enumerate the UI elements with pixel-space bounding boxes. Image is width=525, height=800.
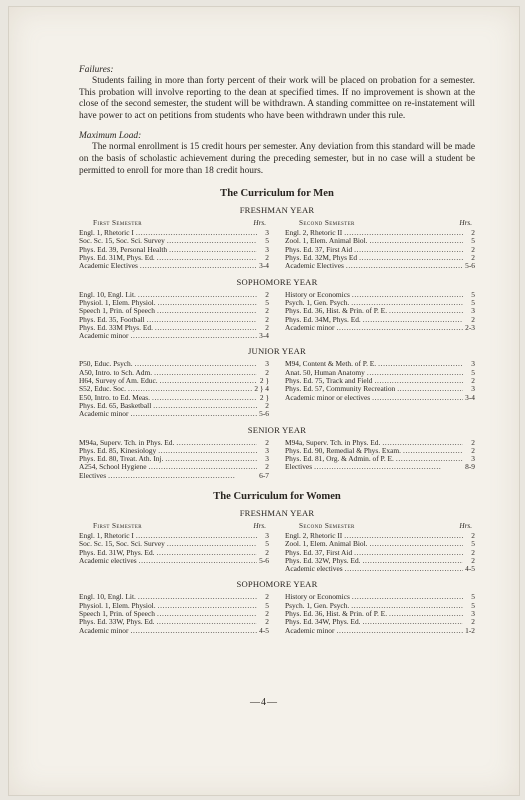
- course-name: Engl. 1, Rhetoric I: [79, 530, 134, 540]
- first-semester-column: [79, 522, 269, 573]
- course-name: History or Economics: [285, 289, 350, 299]
- course-row: [285, 455, 475, 463]
- course-name: Phys. Ed. 65, Basketball: [79, 400, 152, 410]
- leader-dots: [167, 237, 257, 245]
- hours-header: Hrs.: [459, 521, 472, 530]
- leader-dots: [346, 262, 463, 270]
- course-hours: 2: [265, 253, 269, 263]
- leader-dots: [158, 299, 257, 307]
- course-name: Phys. Ed. 90, Remedial & Phys. Exam.: [285, 445, 401, 455]
- leader-dots: [378, 360, 463, 368]
- course-name: Physiol. 1, Elem. Physiol.: [79, 600, 156, 610]
- course-hours: 3: [471, 384, 475, 394]
- course-name: Phys. Ed. 57, Community Recreation: [285, 384, 396, 394]
- second-semester-column: [285, 219, 475, 270]
- leader-dots: [157, 307, 257, 315]
- course-hours: 2 } 4: [254, 384, 269, 394]
- semester-label: First Semester: [93, 521, 143, 530]
- men-sophomore-year: [79, 277, 475, 341]
- course-hours: 2-3: [465, 322, 475, 332]
- second-semester-column: [285, 360, 475, 418]
- course-hours: 2: [265, 289, 269, 299]
- leader-dots: [135, 360, 257, 368]
- leader-dots: [354, 246, 463, 254]
- page-number: —4—: [250, 697, 278, 708]
- course-name: Academic electives: [79, 555, 137, 565]
- course-name: Phys. Ed. 36, Hist. & Prin. of P. E.: [285, 306, 388, 316]
- course-name: Anat. 50, Human Anatomy: [285, 367, 365, 377]
- semester-header: [79, 219, 269, 227]
- first-semester-column: [79, 593, 269, 634]
- course-name: Academic minor: [79, 625, 129, 635]
- leader-dots: [147, 316, 257, 324]
- leader-dots: [140, 262, 257, 270]
- course-name: Phys. Ed. 31M, Phys. Ed.: [79, 253, 155, 263]
- course-name: Phys. Ed. 75, Track and Field: [285, 376, 373, 386]
- men-freshman-year: [79, 205, 475, 270]
- course-name: E50, Intro. to Ed. Meas.: [79, 392, 151, 402]
- course-hours: 2: [265, 609, 269, 619]
- course-hours: 5: [265, 236, 269, 246]
- course-hours: 2: [471, 244, 475, 254]
- course-hours: 2: [471, 530, 475, 540]
- max-load-heading: Maximum Load:: [79, 131, 142, 142]
- course-name: Phys. Ed. 32M, Phys Ed: [285, 253, 358, 263]
- semester-header: [79, 522, 269, 530]
- course-columns: [79, 439, 475, 480]
- year-label: SOPHOMORE YEAR: [236, 276, 318, 287]
- failures-heading: Failures:: [79, 65, 114, 75]
- course-name: Academic Electives: [285, 261, 344, 271]
- leader-dots: [370, 540, 463, 548]
- course-columns: [79, 219, 475, 270]
- course-row: [79, 332, 269, 340]
- semester-label: First Semester: [93, 219, 143, 228]
- course-row: [285, 324, 475, 332]
- course-hours: 3: [471, 306, 475, 316]
- course-name: Zool. 1, Elem. Animal Biol.: [285, 236, 368, 246]
- course-name: Academic minor or electives: [285, 392, 371, 402]
- leader-dots: [352, 593, 463, 601]
- course-name: S52, Educ. Soc.: [79, 384, 127, 394]
- course-name: M94a, Superv. Tch. in Phys. Ed.: [285, 437, 381, 447]
- course-name: Engl. 2, Rhetoric II: [285, 530, 343, 540]
- course-name: Phys. Ed. 32W, Phys. Ed.: [285, 555, 361, 565]
- course-hours: 3: [265, 244, 269, 254]
- course-name: Engl. 1, Rhetoric I: [79, 228, 134, 238]
- course-hours: 5: [471, 289, 475, 299]
- course-hours: 3: [265, 530, 269, 540]
- leader-dots: [363, 316, 463, 324]
- course-hours: 2: [265, 322, 269, 332]
- page-sheet: [8, 6, 520, 796]
- leader-dots: [363, 557, 464, 565]
- course-row: [79, 262, 269, 270]
- leader-dots: [354, 549, 463, 557]
- course-name: Phys. Ed. 39, Personal Health: [79, 244, 168, 254]
- course-columns: [79, 593, 475, 634]
- course-name: Academic minor: [79, 409, 129, 419]
- course-name: Phys. Ed. 34M, Phys. Ed.: [285, 314, 361, 324]
- course-hours: 2: [265, 400, 269, 410]
- course-name: Phys. Ed. 81, Org. & Admin. of P. E.: [285, 454, 394, 464]
- course-hours: 2: [265, 314, 269, 324]
- course-columns: [79, 522, 475, 573]
- leader-dots: [154, 369, 257, 377]
- semester-header: [285, 219, 475, 227]
- leader-dots: [158, 447, 257, 455]
- first-semester-column: [79, 291, 269, 341]
- leader-dots: [389, 307, 463, 315]
- course-columns: [79, 291, 475, 341]
- course-name: M94, Content & Meth. of P. E.: [285, 359, 377, 369]
- first-semester-column: [79, 360, 269, 418]
- leader-dots: [352, 291, 463, 299]
- leader-dots: [165, 455, 257, 463]
- leader-dots: [396, 455, 463, 463]
- course-name: Academic minor: [285, 625, 335, 635]
- semester-header: [285, 522, 475, 530]
- course-hours: 2: [265, 617, 269, 627]
- course-hours: 2: [471, 376, 475, 386]
- course-hours: 5: [471, 600, 475, 610]
- course-hours: 2 }: [259, 376, 269, 386]
- course-hours: 2: [471, 314, 475, 324]
- course-hours: 2: [471, 437, 475, 447]
- course-hours: 3: [265, 454, 269, 464]
- leader-dots: [149, 463, 257, 471]
- course-row: [285, 262, 475, 270]
- course-name: Phys. Ed. 80, Treat. Ath. Inj.: [79, 454, 164, 464]
- course-name: Phys. Ed. 85, Kinesiology: [79, 445, 157, 455]
- course-hours: 5: [471, 297, 475, 307]
- course-hours: 2: [471, 228, 475, 238]
- leader-dots: [363, 618, 464, 626]
- course-row: [285, 394, 475, 402]
- course-hours: 2: [265, 462, 269, 472]
- course-name: History or Economics: [285, 592, 350, 602]
- course-hours: 3: [471, 609, 475, 619]
- second-semester-column: [285, 593, 475, 634]
- men-junior-year: [79, 346, 475, 418]
- leader-dots: [152, 394, 257, 402]
- year-label: SOPHOMORE YEAR: [236, 579, 318, 590]
- course-row: [285, 627, 475, 635]
- course-name: Academic electives: [285, 564, 343, 574]
- course-columns: [79, 360, 475, 418]
- leader-dots: [157, 254, 257, 262]
- course-hours: 5: [265, 600, 269, 610]
- course-name: Soc. Sc. 15, Soc. Sci. Survey: [79, 539, 165, 549]
- course-hours: 3: [265, 228, 269, 238]
- year-label: FRESHMAN YEAR: [239, 205, 315, 216]
- course-row: [79, 557, 269, 565]
- course-hours: 2: [471, 253, 475, 263]
- course-hours: 2: [471, 445, 475, 455]
- course-name: Electives: [285, 462, 313, 472]
- leader-dots: [130, 332, 257, 340]
- course-name: Psych. 1, Gen. Psych.: [285, 600, 350, 610]
- course-hours: 5: [265, 539, 269, 549]
- course-name: Phys. Ed. 36, Hist. & Prin. of P. E.: [285, 609, 388, 619]
- second-semester-column: [285, 439, 475, 480]
- hours-header: Hrs.: [253, 219, 266, 228]
- men-curriculum-title: The Curriculum for Men: [220, 188, 334, 200]
- leader-dots: [367, 369, 463, 377]
- course-name: Speech 1, Prin. of Speech: [79, 609, 155, 619]
- course-hours: 2: [265, 592, 269, 602]
- course-row: [79, 410, 269, 418]
- course-hours: 5-6: [259, 555, 269, 565]
- course-hours: 4-5: [465, 564, 475, 574]
- leader-dots: [167, 540, 257, 548]
- course-hours: 3-4: [259, 331, 269, 341]
- leader-dots: [130, 627, 257, 635]
- leader-dots: [139, 557, 257, 565]
- course-name: Engl. 2, Rhetoric II: [285, 228, 343, 238]
- course-name: Electives: [79, 470, 107, 480]
- course-name: P50, Educ. Psych.: [79, 359, 133, 369]
- course-hours: 4-5: [259, 625, 269, 635]
- second-semester-column: [285, 522, 475, 573]
- leader-dots: [108, 472, 257, 480]
- course-hours: 2: [265, 437, 269, 447]
- year-label: SENIOR YEAR: [247, 424, 307, 435]
- course-hours: 5: [471, 592, 475, 602]
- leader-dots: [157, 549, 258, 557]
- women-curriculum-title: The Curriculum for Women: [213, 490, 341, 502]
- course-name: Academic Electives: [79, 261, 138, 271]
- leader-dots: [158, 602, 257, 610]
- course-name: Soc. Sc. 15, Soc. Sci. Survey: [79, 236, 165, 246]
- course-hours: 5: [471, 367, 475, 377]
- course-hours: 2: [265, 306, 269, 316]
- course-hours: 2: [471, 555, 475, 565]
- course-name: Phys. Ed. 37, First Aid: [285, 244, 353, 254]
- course-row: [79, 627, 269, 635]
- course-name: Phys. Ed. 35, Football: [79, 314, 145, 324]
- leader-dots: [157, 610, 257, 618]
- page-content: [79, 65, 475, 635]
- course-hours: 5: [471, 539, 475, 549]
- leader-dots: [336, 324, 463, 332]
- course-name: Engl. 10, Engl. Lit.: [79, 289, 136, 299]
- course-hours: 3: [471, 454, 475, 464]
- course-name: Academic minor: [79, 331, 129, 341]
- course-hours: 5-6: [259, 409, 269, 419]
- course-name: Academic minor: [285, 322, 335, 332]
- second-semester-column: [285, 291, 475, 341]
- course-name: Phys. Ed. 37, First Aid: [285, 547, 353, 557]
- course-hours: 2: [265, 547, 269, 557]
- course-hours: 2: [265, 367, 269, 377]
- course-hours: 3-4: [465, 392, 475, 402]
- failures-paragraph: Students failing in more than forty percent of their work will be placed on probation for a semester. This probation will involve reporting to the dean at specified times. If no improvement is shown at the close of the second semester, the student will be withdrawn. A standing committee on re-instatement will have power to act on petitions from students who have been withdrawn under this rule.: [79, 76, 475, 121]
- leader-dots: [336, 627, 463, 635]
- course-name: Physiol. 1, Elem. Physiol.: [79, 297, 156, 307]
- max-load-paragraph: The normal enrollment is 15 credit hours per semester. Any deviation from this standard will be made on the basis of scholastic achievement during the preceding semester, but in no case will a student be permitted to enroll for more than 18 credit hours.: [79, 142, 475, 176]
- course-hours: 3-4: [259, 261, 269, 271]
- first-semester-column: [79, 219, 269, 270]
- year-label: FRESHMAN YEAR: [239, 507, 315, 518]
- men-senior-year: [79, 425, 475, 480]
- course-name: A50, Intro. to Sch. Adm.: [79, 367, 153, 377]
- leader-dots: [314, 463, 463, 471]
- leader-dots: [169, 246, 257, 254]
- course-name: M94a, Superv. Tch. in Phys. Ed.: [79, 437, 175, 447]
- leader-dots: [130, 410, 257, 418]
- course-name: Engl. 10, Engl. Lit.: [79, 592, 136, 602]
- course-name: H64, Survey of Am. Educ.: [79, 376, 158, 386]
- course-name: Phys. Ed. 33M Phys. Ed.: [79, 322, 153, 332]
- semester-label: Second Semester: [299, 219, 355, 228]
- course-hours: 8-9: [465, 462, 475, 472]
- course-hours: 5: [471, 236, 475, 246]
- course-hours: 5: [265, 297, 269, 307]
- hours-header: Hrs.: [459, 219, 472, 228]
- leader-dots: [160, 377, 257, 385]
- course-hours: 2: [471, 617, 475, 627]
- course-name: A254, School Hygiene: [79, 462, 147, 472]
- first-semester-column: [79, 439, 269, 480]
- leader-dots: [372, 394, 463, 402]
- leader-dots: [176, 439, 257, 447]
- women-freshman-year: [79, 508, 475, 573]
- year-label: JUNIOR YEAR: [248, 346, 306, 357]
- leader-dots: [157, 618, 258, 626]
- course-name: Phys. Ed. 33W, Phys. Ed.: [79, 617, 155, 627]
- course-row: [79, 463, 269, 471]
- course-row: [285, 463, 475, 471]
- course-name: Phys. Ed. 31W, Phys. Ed.: [79, 547, 155, 557]
- course-row: [79, 472, 269, 480]
- course-hours: 6-7: [259, 470, 269, 480]
- women-sophomore-year: [79, 579, 475, 634]
- leader-dots: [403, 447, 463, 455]
- leader-dots: [155, 324, 257, 332]
- course-hours: 3: [265, 359, 269, 369]
- semester-label: Second Semester: [299, 521, 355, 530]
- course-name: Phys. Ed. 34W, Phys. Ed.: [285, 617, 361, 627]
- leader-dots: [359, 254, 463, 262]
- course-name: Psych. 1, Gen. Psych.: [285, 297, 350, 307]
- course-hours: 3: [471, 359, 475, 369]
- course-name: Speech 1, Prin. of Speech: [79, 306, 155, 316]
- course-row: [285, 565, 475, 573]
- course-hours: 3: [265, 445, 269, 455]
- leader-dots: [153, 402, 257, 410]
- leader-dots: [397, 385, 463, 393]
- course-hours: 1-2: [465, 625, 475, 635]
- course-name: Zool. 1, Elem. Animal Biol.: [285, 539, 368, 549]
- leader-dots: [370, 237, 463, 245]
- course-hours: 2 }: [259, 392, 269, 402]
- hours-header: Hrs.: [253, 521, 266, 530]
- course-hours: 5-6: [465, 261, 475, 271]
- course-hours: 2: [471, 547, 475, 557]
- leader-dots: [345, 565, 463, 573]
- leader-dots: [389, 610, 463, 618]
